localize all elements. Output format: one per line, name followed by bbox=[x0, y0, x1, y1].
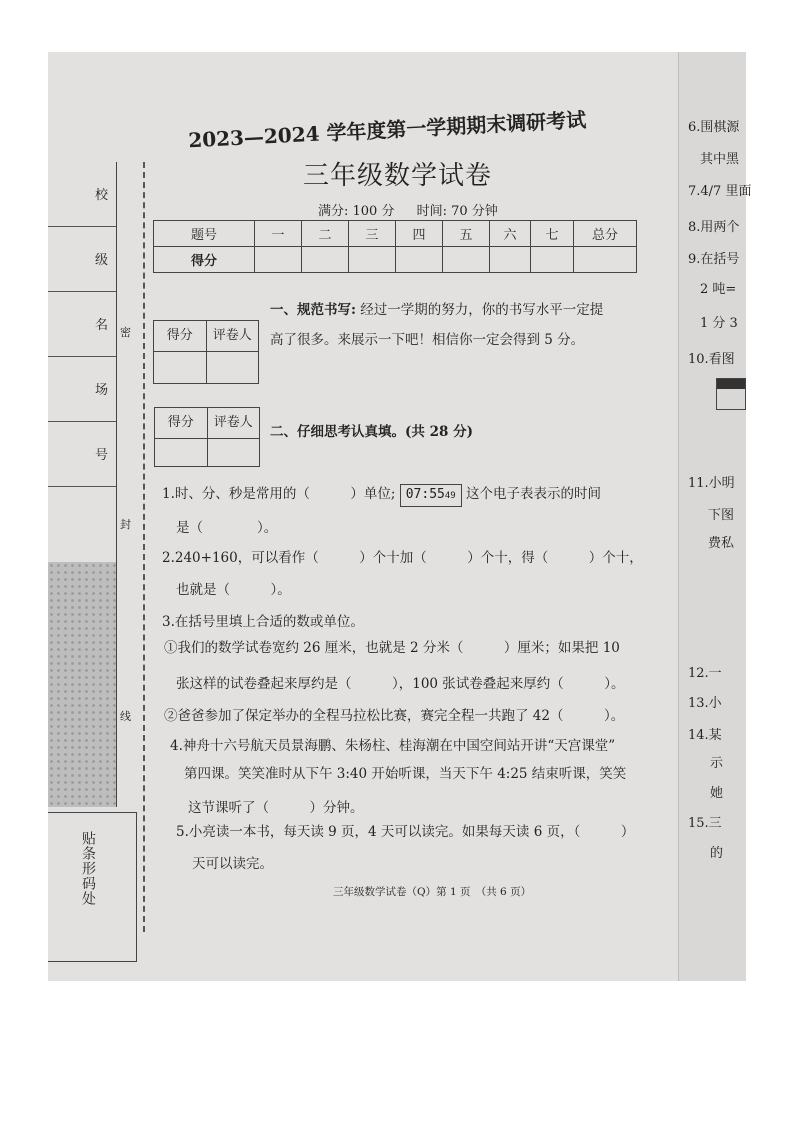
score-cell bbox=[490, 247, 531, 273]
info-row-room bbox=[48, 357, 116, 422]
row-label: 得分 bbox=[154, 247, 255, 273]
seal-label: 线 bbox=[120, 710, 131, 723]
col-7: 七 bbox=[531, 221, 574, 247]
q3-1-line2: 张这样的试卷叠起来厚约是（ ），100 张试卷叠起来厚约（ ）。 bbox=[176, 676, 625, 692]
clock-seconds: 49 bbox=[444, 491, 456, 501]
field-label: 级 bbox=[94, 253, 108, 268]
q2-line2: 也就是（ ）。 bbox=[176, 582, 291, 598]
exam-subtitle: 三年级数学试卷 bbox=[303, 161, 493, 191]
score-cell bbox=[255, 247, 302, 273]
seal-label: 封 bbox=[120, 518, 131, 531]
grader-score-label: 得分 bbox=[155, 408, 208, 438]
barcode-area bbox=[48, 812, 137, 962]
q3-2-line: ②爸爸参加了保定举办的全程马拉松比赛，赛完全程一共跑了 42（ ）。 bbox=[164, 708, 625, 724]
q4-line2: 第四课。笑笑准时从下午 3:40 开始听课，当天下午 4:25 结束听课，笑笑 bbox=[184, 766, 627, 782]
score-cell bbox=[349, 247, 396, 273]
q5-line1: 5.小亮读一本书，每天读 9 页，4 天可以读完。如果每天读 6 页，（ ） bbox=[176, 824, 635, 840]
grader-box-2 bbox=[154, 407, 260, 467]
exam-photo bbox=[48, 52, 752, 981]
right-q15-a: 的 bbox=[710, 846, 724, 861]
grader-name-label: 评卷人 bbox=[212, 328, 252, 343]
right-q8: 8.用两个 bbox=[688, 220, 740, 235]
hex-pattern bbox=[48, 562, 117, 807]
exam-sheet bbox=[48, 52, 698, 981]
col-total: 总分 bbox=[574, 221, 637, 247]
section2-heading: 二、仔细思考认真填。(共 28 分) bbox=[270, 424, 473, 440]
score-cell bbox=[531, 247, 574, 273]
right-q14-b: 她 bbox=[710, 786, 724, 801]
full-score: 满分: 100 分 bbox=[318, 204, 395, 219]
score-cell bbox=[574, 247, 637, 273]
right-q11: 11.小明 bbox=[688, 476, 735, 491]
right-q9-a: 2 吨= bbox=[700, 282, 737, 297]
q1-line1 bbox=[162, 484, 601, 507]
section1-heading: 一、规范书写: bbox=[270, 302, 356, 318]
col-1: 一 bbox=[255, 221, 302, 247]
field-label: 校 bbox=[94, 188, 108, 203]
score-cell bbox=[302, 247, 349, 273]
q2-line1: 2.240+160，可以看作（ ）个十加（ ）个十，得（ ）个十， bbox=[162, 550, 643, 566]
right-q12: 12.一 bbox=[688, 666, 722, 681]
field-label: 号 bbox=[94, 448, 108, 463]
digital-clock bbox=[400, 484, 462, 507]
col-2: 二 bbox=[302, 221, 349, 247]
seal-line bbox=[143, 162, 145, 932]
right-q9-b: 1 分 3 bbox=[700, 316, 738, 331]
field-label: 名 bbox=[94, 318, 108, 333]
binding-strip bbox=[48, 162, 118, 960]
score-header-row bbox=[154, 221, 637, 247]
right-q6-cont: 其中黑 bbox=[700, 152, 740, 167]
col-5: 五 bbox=[443, 221, 490, 247]
right-q10: 10.看图 bbox=[688, 352, 735, 367]
right-q15: 15.三 bbox=[688, 816, 722, 831]
q4-line1: 4.神舟十六号航天员景海鹏、朱杨柱、桂海潮在中国空间站开讲“天宫课堂” bbox=[170, 738, 616, 754]
right-q6: 6.围棋源 bbox=[688, 120, 740, 135]
score-cell bbox=[396, 247, 443, 273]
grader-box-1 bbox=[153, 320, 259, 384]
grid-figure bbox=[716, 378, 746, 410]
exam-meta bbox=[318, 200, 498, 219]
right-q11-b: 费私 bbox=[708, 536, 735, 551]
barcode-label: 贴条形码处 bbox=[80, 831, 96, 906]
right-q14-a: 示 bbox=[710, 756, 724, 771]
q3-line: 3.在括号里填上合适的数或单位。 bbox=[162, 614, 364, 630]
col-3: 三 bbox=[349, 221, 396, 247]
exam-time: 时间: 70 分钟 bbox=[416, 204, 498, 219]
col-6: 六 bbox=[490, 221, 531, 247]
grader-name-label: 评卷人 bbox=[213, 415, 253, 430]
q1-line2: 是（ ）。 bbox=[176, 520, 278, 536]
info-row-name bbox=[48, 292, 116, 357]
info-row-number bbox=[48, 422, 116, 487]
clock-time: 07:55 bbox=[405, 487, 445, 502]
header-label: 题号 bbox=[154, 221, 255, 247]
section1-line2: 高了很多。来展示一下吧！相信你一定会得到 5 分。 bbox=[270, 332, 585, 348]
q1-text-cont: 这个电子表表示的时间 bbox=[466, 486, 602, 502]
student-info-grid bbox=[48, 162, 117, 562]
q5-line2: 天可以读完。 bbox=[192, 856, 273, 872]
right-q14: 14.某 bbox=[688, 728, 722, 743]
grader-score-label: 得分 bbox=[154, 321, 207, 351]
info-row-class bbox=[48, 227, 116, 292]
right-q7: 7.4/7 里面 bbox=[688, 184, 752, 199]
q3-1-line1: ①我们的数学试卷宽约 26 厘米，也就是 2 分米（ ）厘米；如果把 10 bbox=[164, 640, 620, 656]
q1-text: 1.时、分、秒是常用的（ ）单位; bbox=[162, 486, 396, 502]
info-row-school bbox=[48, 162, 116, 227]
right-q11-a: 下图 bbox=[708, 508, 735, 523]
page-footer: 三年级数学试卷（Q）第 1 页 （共 6 页） bbox=[333, 886, 532, 898]
exam-title: 2023—2024 学年度第一学期期末调研考试 bbox=[187, 107, 587, 153]
score-table bbox=[153, 220, 637, 273]
score-row bbox=[154, 247, 637, 273]
right-q9: 9.在括号 bbox=[688, 252, 740, 267]
section1-line1 bbox=[270, 300, 603, 320]
col-4: 四 bbox=[396, 221, 443, 247]
right-q13: 13.小 bbox=[688, 696, 722, 711]
section1-text: 经过一学期的努力，你的书写水平一定提 bbox=[360, 302, 604, 318]
q4-line3: 这节课听了（ ）分钟。 bbox=[188, 800, 364, 816]
seal-label: 密 bbox=[120, 326, 131, 339]
field-label: 场 bbox=[94, 383, 108, 398]
score-cell bbox=[443, 247, 490, 273]
